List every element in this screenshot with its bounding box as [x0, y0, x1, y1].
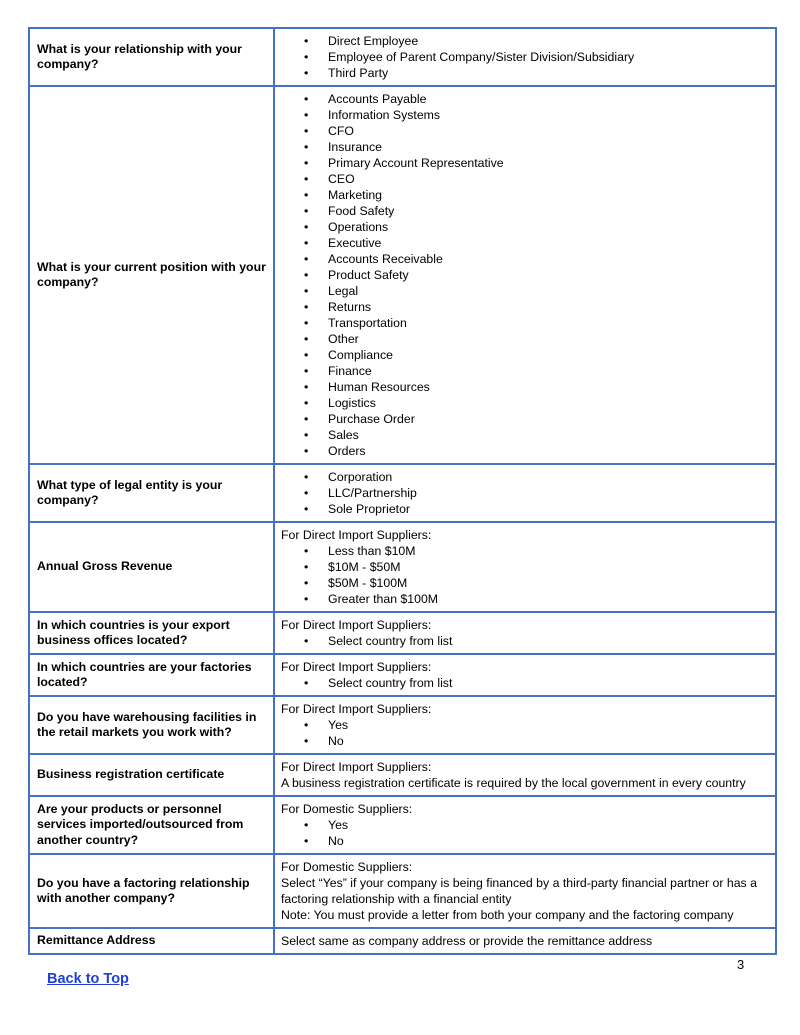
- option-list: [281, 543, 769, 607]
- option-item: • Select country from list: [281, 675, 769, 691]
- answer-cell: [274, 796, 776, 854]
- option-item: • Third Party: [281, 65, 769, 81]
- answer-text: A business registration certificate is required by the local government in every country: [281, 776, 746, 790]
- answer-cell: [274, 854, 776, 928]
- answer-cell: [274, 464, 776, 522]
- question-label: What type of legal entity is your company?: [29, 464, 274, 522]
- option-item: • Greater than $100M: [281, 591, 769, 607]
- option-item: • CFO: [281, 123, 769, 139]
- question-row: [29, 696, 776, 754]
- answer-cell: [274, 654, 776, 696]
- option-item: • Compliance: [281, 347, 769, 363]
- option-item: • Human Resources: [281, 379, 769, 395]
- option-item: • Employee of Parent Company/Sister Division/Subsidiary: [281, 49, 769, 65]
- option-item: • Insurance: [281, 139, 769, 155]
- question-row: [29, 754, 776, 796]
- supplier-type-note: For Domestic Suppliers:: [281, 860, 413, 874]
- question-label: Do you have warehousing facilities in the retail markets you work with?: [29, 696, 274, 754]
- answer-cell: [274, 696, 776, 754]
- option-item: • Operations: [281, 219, 769, 235]
- option-item: • $10M - $50M: [281, 559, 769, 575]
- option-list: [281, 91, 769, 459]
- question-row: [29, 522, 776, 612]
- option-item: • Accounts Receivable: [281, 251, 769, 267]
- option-item: • Other: [281, 331, 769, 347]
- question-row: [29, 28, 776, 86]
- option-item: • Information Systems: [281, 107, 769, 123]
- option-item: • Sole Proprietor: [281, 501, 769, 517]
- questionnaire-body: [29, 28, 776, 954]
- question-label: Annual Gross Revenue: [29, 522, 274, 612]
- option-item: • Transportation: [281, 315, 769, 331]
- page-number: 3: [737, 957, 745, 972]
- question-row: [29, 654, 776, 696]
- questionnaire-table: [28, 27, 777, 955]
- option-item: • Select country from list: [281, 633, 769, 649]
- question-row: [29, 854, 776, 928]
- option-item: • Sales: [281, 427, 769, 443]
- answer-text: Select same as company address or provide the remittance address: [281, 934, 653, 948]
- supplier-type-note: For Direct Import Suppliers:: [281, 618, 432, 632]
- answer-cell: [274, 28, 776, 86]
- option-item: • Logistics: [281, 395, 769, 411]
- option-item: • Primary Account Representative: [281, 155, 769, 171]
- supplier-type-note: For Direct Import Suppliers:: [281, 660, 432, 674]
- question-row: [29, 464, 776, 522]
- option-item: • Finance: [281, 363, 769, 379]
- answer-cell: [274, 754, 776, 796]
- option-item: • Yes: [281, 817, 769, 833]
- option-list: [281, 717, 769, 749]
- option-item: • Yes: [281, 717, 769, 733]
- supplier-type-note: For Direct Import Suppliers:: [281, 702, 432, 716]
- supplier-type-note: For Domestic Suppliers:: [281, 802, 413, 816]
- answer-cell: [274, 86, 776, 464]
- question-label: In which countries is your export business offices located?: [29, 612, 274, 654]
- option-item: • Orders: [281, 443, 769, 459]
- option-item: • Product Safety: [281, 267, 769, 283]
- option-item: • LLC/Partnership: [281, 485, 769, 501]
- option-list: [281, 817, 769, 849]
- question-row: [29, 612, 776, 654]
- question-label: Are your products or personnel services imported/outsourced from another country?: [29, 796, 274, 854]
- answer-cell: [274, 612, 776, 654]
- question-label: Remittance Address: [29, 928, 274, 954]
- question-label: What is your relationship with your company?: [29, 28, 274, 86]
- option-item: • No: [281, 733, 769, 749]
- option-list: [281, 469, 769, 517]
- option-list: [281, 675, 769, 691]
- option-item: • Direct Employee: [281, 33, 769, 49]
- question-label: In which countries are your factories located?: [29, 654, 274, 696]
- option-item: • No: [281, 833, 769, 849]
- answer-text: Note: You must provide a letter from both your company and the factoring company: [281, 908, 734, 922]
- option-item: • Executive: [281, 235, 769, 251]
- option-item: • Corporation: [281, 469, 769, 485]
- question-row: [29, 928, 776, 954]
- option-item: • Purchase Order: [281, 411, 769, 427]
- question-row: [29, 86, 776, 464]
- option-item: • Legal: [281, 283, 769, 299]
- option-list: [281, 33, 769, 81]
- question-label: Do you have a factoring relationship with another company?: [29, 854, 274, 928]
- question-row: [29, 796, 776, 854]
- answer-text: Select “Yes” if your company is being financed by a third-party financial partner or has a factoring relationship with a financial entity: [281, 876, 757, 906]
- option-item: • Food Safety: [281, 203, 769, 219]
- option-item: • CEO: [281, 171, 769, 187]
- option-item: • Marketing: [281, 187, 769, 203]
- option-item: • Returns: [281, 299, 769, 315]
- question-label: What is your current position with your company?: [29, 86, 274, 464]
- answer-cell: [274, 522, 776, 612]
- option-list: [281, 633, 769, 649]
- back-to-top-link[interactable]: Back to Top: [47, 971, 129, 987]
- option-item: • $50M - $100M: [281, 575, 769, 591]
- option-item: • Less than $10M: [281, 543, 769, 559]
- option-item: • Accounts Payable: [281, 91, 769, 107]
- supplier-type-note: For Direct Import Suppliers:: [281, 760, 432, 774]
- supplier-type-note: For Direct Import Suppliers:: [281, 528, 432, 542]
- question-label: Business registration certificate: [29, 754, 274, 796]
- answer-cell: [274, 928, 776, 954]
